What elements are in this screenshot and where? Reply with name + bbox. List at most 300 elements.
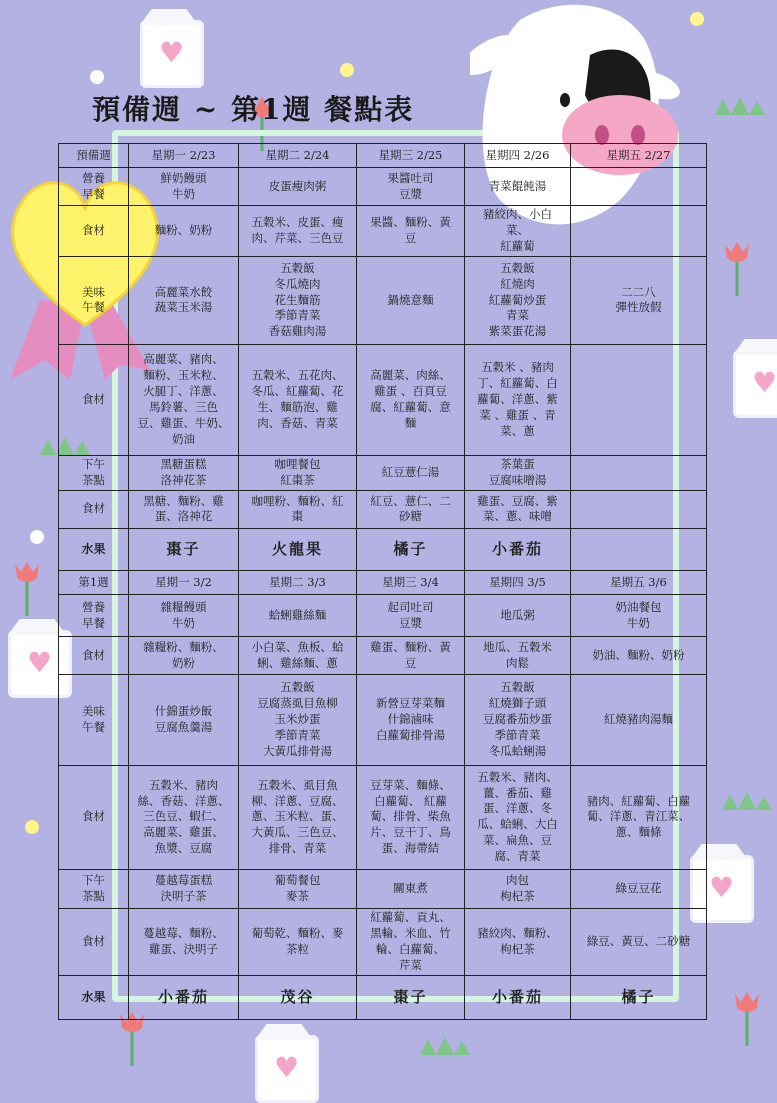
cell-line: 紅蘿蔔炒蛋: [488, 292, 547, 307]
lunch-cell: [357, 675, 465, 765]
breakfast-cell: [571, 595, 707, 637]
cell-line: 豆: [404, 655, 417, 670]
cell-line: 五穀飯: [500, 260, 535, 275]
snack-ing-row: [59, 490, 707, 528]
cell-line: 青菜: [506, 308, 529, 323]
day-header: [239, 571, 357, 595]
cell-line: 肉鬆: [506, 655, 529, 670]
cell-line: 豆腐魚羹湯: [154, 720, 213, 734]
cell-line: 大黃瓜、三色豆、: [251, 825, 344, 840]
cell-line: 營養: [82, 170, 105, 185]
lunch-ing-label: [59, 344, 129, 455]
breakfast-ing-cell: [129, 206, 239, 257]
lunch-row: [59, 675, 707, 765]
cell-line: 排骨、青菜: [268, 841, 327, 856]
cell-line: 咖哩粉、麵粉、紅: [251, 493, 344, 508]
cell-line: 黑輪、米血、竹: [370, 926, 451, 941]
cell-line: 豬肉、紅蘿蔔、白蘿: [586, 793, 691, 808]
grass-decoration: [420, 1035, 470, 1055]
fruit-cell: [129, 528, 239, 570]
cell-line: 麵粉、玉米粒、: [143, 368, 224, 383]
breakfast-ing-cell: [129, 637, 239, 675]
cell-line: 綠豆豆花: [615, 881, 662, 896]
cell-line: 紅豆、薏仁、二: [370, 493, 451, 508]
cell-line: 蛋、洛神花: [154, 509, 213, 524]
lunch-ing-cell: [571, 765, 707, 869]
cell-line: 馬鈴薯、三色: [149, 399, 218, 414]
lunch-ing-cell: [239, 344, 357, 455]
cell-line: 水果: [81, 542, 106, 557]
cell-line: 青菜餛飩湯: [488, 178, 547, 193]
cell-line: 肉包: [506, 873, 529, 888]
day-header: [357, 144, 465, 168]
lunch-cell: [571, 257, 707, 344]
cell-line: 腐、青菜: [494, 849, 541, 864]
cell-line: 蔔、洋蔥、青江菜、: [586, 809, 691, 824]
breakfast-cell: [357, 168, 465, 206]
snack-cell: [239, 455, 357, 490]
cell-line: 雞蛋、麵粉、黃: [370, 639, 451, 654]
fruit-cell: [571, 528, 707, 570]
cell-line: 黑糖、麵粉、雞: [143, 493, 224, 508]
fruit-cell: [129, 975, 239, 1019]
cell-line: 麵粉、奶粉: [154, 223, 213, 238]
day-header: [239, 144, 357, 168]
cell-line: 星期二 3/3: [269, 574, 326, 589]
cell-line: 午餐: [82, 720, 105, 734]
cell-line: 地瓜粥: [500, 607, 535, 622]
snack-ing-cell: [357, 490, 465, 528]
snack-ing-label: [59, 909, 129, 976]
cell-line: 星期三 3/4: [382, 574, 439, 589]
cell-line: 高麗菜、雞蛋、: [143, 825, 224, 840]
breakfast-cell: [239, 595, 357, 637]
cell-line: 星期一 2/23: [151, 147, 216, 162]
cell-line: 星期四 2/26: [485, 147, 550, 162]
cell-line: 食材: [82, 809, 105, 824]
cell-line: 蛋、海帶結: [381, 841, 440, 856]
breakfast-cell: [239, 168, 357, 206]
cell-line: 第1週: [78, 574, 109, 589]
cell-line: 洛神花茶: [160, 472, 207, 487]
cell-line: 食材: [82, 223, 105, 238]
cell-line: 綠豆、黃豆、二砂糖: [586, 933, 691, 948]
snack-cell: [571, 455, 707, 490]
cell-line: 五穀米、虱目魚: [257, 777, 338, 792]
breakfast-ing-cell: [571, 637, 707, 675]
cell-line: 牛奶: [172, 615, 195, 630]
cell-line: 高麗菜、豬肉、: [143, 352, 224, 367]
cell-line: 茶粒: [286, 941, 309, 956]
day-header: [571, 144, 707, 168]
fruit-cell: [239, 528, 357, 570]
cell-line: 橘子: [393, 540, 428, 559]
cell-line: 葡萄乾、麵粉、麥: [251, 926, 344, 941]
cell-line: 麵: [404, 415, 417, 430]
cell-line: 蛋、洋蔥、冬: [483, 801, 552, 816]
cell-line: 食材: [82, 501, 105, 516]
heart-icon: ♥: [27, 646, 53, 679]
snack-ing-cell: [239, 490, 357, 528]
day-header: [571, 571, 707, 595]
cell-line: 棗子: [166, 540, 201, 559]
cell-line: 棗子: [393, 988, 428, 1007]
cell-line: 豆漿: [399, 615, 422, 630]
breakfast-ing-cell: [357, 637, 465, 675]
cell-line: 豆、雞蛋、牛奶、: [137, 415, 230, 430]
fruit-cell: [571, 975, 707, 1019]
cell-line: 蔓越莓、麵粉、: [143, 926, 224, 941]
cell-line: 食材: [82, 391, 105, 406]
week-label: [59, 571, 129, 595]
breakfast-cell: [465, 168, 571, 206]
cell-line: 蔬菜玉米湯: [154, 300, 213, 315]
lunch-ing-cell: [129, 765, 239, 869]
snack-label: [59, 455, 129, 490]
fruit-cell: [357, 975, 465, 1019]
cell-line: 丁、紅蘿蔔、白: [477, 376, 558, 391]
snack-cell: [129, 869, 239, 908]
cell-line: 季節青菜: [274, 308, 321, 323]
snack-ing-cell: [129, 909, 239, 976]
cell-line: 地瓜、五穀米: [483, 639, 552, 654]
lunch-cell: [129, 675, 239, 765]
breakfast-cell: [571, 168, 707, 206]
cell-line: 五穀米、五花肉、: [251, 368, 344, 383]
cell-line: 季節青菜: [494, 727, 541, 742]
cell-line: 麥茶: [286, 889, 309, 904]
cell-line: 枸杞茶: [500, 889, 535, 904]
snack-ing-cell: [239, 909, 357, 976]
cell-line: 雜糧粉、麵粉、: [143, 639, 224, 654]
cell-line: 彈性放假: [615, 300, 662, 315]
cell-line: 魚漿、豆腐: [154, 841, 213, 856]
cell-line: 水果: [81, 990, 106, 1005]
snack-ing-row: [59, 909, 707, 976]
breakfast-ing-label: [59, 637, 129, 675]
cell-line: 花生麵筋: [274, 292, 321, 307]
cell-line: 小番茄: [491, 988, 543, 1007]
breakfast-ing-cell: [357, 206, 465, 257]
fruit-cell: [465, 975, 571, 1019]
cell-line: 蘿蔔、洋蔥、紫: [477, 391, 558, 406]
snack-row: [59, 869, 707, 908]
cell-line: 奶油餐包: [615, 599, 662, 614]
fruit-cell: [239, 975, 357, 1019]
lunch-label: [59, 675, 129, 765]
breakfast-ing-cell: [239, 637, 357, 675]
cell-line: 午餐: [82, 300, 105, 315]
cell-line: 星期五 3/6: [610, 574, 667, 589]
cell-line: 絲、香菇、洋蔥、: [137, 793, 230, 808]
lunch-row: [59, 257, 707, 344]
heart-icon: ♥: [159, 36, 185, 69]
cell-line: 紅燒豬肉湯麵: [604, 712, 673, 727]
snack-cell: [465, 455, 571, 490]
cell-line: 食材: [82, 933, 105, 948]
meal-table: [58, 143, 707, 1020]
cell-line: 營養: [82, 599, 105, 614]
snack-ing-cell: [571, 909, 707, 976]
breakfast-ing-cell: [239, 206, 357, 257]
cell-line: 白蘿蔔排骨湯: [376, 727, 445, 742]
cell-line: 茂谷: [280, 988, 315, 1007]
cell-line: 菜、蔥: [500, 423, 535, 438]
cell-line: 冬瓜、紅蘿蔔、花: [251, 383, 344, 398]
cell-line: 咖哩餐包: [274, 457, 321, 472]
cell-line: 黑糖蛋糕: [160, 457, 207, 472]
lunch-ing-cell: [129, 344, 239, 455]
tulip-decoration: [720, 240, 754, 296]
snack-row: [59, 455, 707, 490]
cell-line: 柳、洋蔥、豆腐、: [251, 793, 344, 808]
snack-ing-cell: [571, 490, 707, 528]
cell-line: 五穀米、豬肉、: [477, 769, 558, 784]
cell-line: 果醬吐司: [387, 170, 434, 185]
breakfast-cell: [129, 595, 239, 637]
cell-line: 輪、白蘿蔔、: [376, 941, 445, 956]
snack-ing-cell: [357, 909, 465, 976]
cell-line: 高麗菜水餃: [154, 284, 213, 299]
lunch-label: [59, 257, 129, 344]
dot-decoration: [340, 63, 354, 77]
cell-line: 紅燒肉: [500, 276, 535, 291]
cell-line: 蔥、玉米粒、蛋、: [251, 809, 344, 824]
cell-line: 紅豆薏仁湯: [381, 464, 440, 479]
cell-line: 茶點: [82, 472, 105, 487]
cell-line: 紫菜蛋花湯: [488, 324, 547, 339]
cell-line: 高麗菜、肉絲、: [370, 368, 451, 383]
breakfast-cell: [465, 595, 571, 637]
lunch-ing-cell: [465, 765, 571, 869]
cell-line: 三色豆、蝦仁、: [143, 809, 224, 824]
heart-icon: ♥: [709, 871, 735, 904]
snack-cell: [357, 869, 465, 908]
cell-line: 生、麵筋泡、雞: [257, 399, 338, 414]
cell-line: 紅棗茶: [280, 472, 315, 487]
page-title: 預備週 ~ 第1週 餐點表: [92, 93, 415, 126]
lunch-ing-row: [59, 344, 707, 455]
cell-line: 星期一 3/2: [155, 574, 212, 589]
day-header: [357, 571, 465, 595]
lunch-cell: [571, 675, 707, 765]
cell-line: 瓜、蛤蜊、大白: [477, 817, 558, 832]
cell-line: 葡萄餐包: [274, 873, 321, 888]
cell-line: 菜、扁魚、豆: [483, 833, 552, 848]
cell-line: 雞蛋 、百頁豆: [374, 383, 447, 398]
cell-line: 五穀飯: [500, 680, 535, 695]
cell-line: 牛奶: [627, 615, 650, 630]
dot-decoration: [690, 12, 704, 26]
heart-icon: ♥: [752, 366, 777, 399]
cell-line: 雞蛋、豆腐、紫: [477, 493, 558, 508]
cell-line: 薑、番茄、雞: [483, 785, 552, 800]
cell-line: 豆腐味噌湯: [488, 472, 547, 487]
breakfast-ing-cell: [465, 637, 571, 675]
day-header-row: [59, 144, 707, 168]
milk-carton-decoration: [255, 1035, 319, 1103]
fruit-label: [59, 528, 129, 570]
snack-cell: [571, 869, 707, 908]
snack-cell: [239, 869, 357, 908]
breakfast-ing-row: [59, 637, 707, 675]
fruit-row: [59, 975, 707, 1019]
cell-line: 星期二 2/24: [265, 147, 330, 162]
lunch-ing-cell: [357, 344, 465, 455]
snack-ing-cell: [465, 490, 571, 528]
day-header: [129, 571, 239, 595]
cell-line: 茶點: [82, 889, 105, 904]
cell-line: 肉、芹菜、三色豆: [251, 231, 344, 246]
cell-line: 菜 、雞蛋 、青: [479, 407, 556, 422]
cell-line: 奶粉: [172, 655, 195, 670]
breakfast-ing-row: [59, 206, 707, 257]
fruit-row: [59, 528, 707, 570]
breakfast-cell: [357, 595, 465, 637]
cell-line: 玉米炒蛋: [274, 712, 321, 727]
lunch-cell: [239, 675, 357, 765]
grass-decoration: [722, 790, 772, 810]
dot-decoration: [25, 820, 39, 834]
breakfast-ing-cell: [465, 206, 571, 257]
milk-carton-decoration: [733, 350, 777, 418]
cell-line: 美味: [82, 284, 105, 299]
cell-line: 蔥、麵條: [615, 825, 662, 840]
lunch-cell: [465, 257, 571, 344]
cell-line: 食材: [82, 647, 105, 662]
cell-line: 砂糖: [399, 509, 422, 524]
cell-line: 下午: [82, 873, 105, 888]
cell-line: 新營豆芽菜麵: [376, 696, 445, 711]
cell-line: 五穀飯: [280, 260, 315, 275]
breakfast-row: [59, 595, 707, 637]
cell-line: 五穀飯: [280, 680, 315, 695]
heart-icon: ♥: [274, 1051, 300, 1084]
cell-line: 星期三 2/25: [378, 147, 443, 162]
cell-line: 五穀米、豬肉: [149, 777, 218, 792]
cell-line: 五穀米、皮蛋、瘦: [251, 215, 344, 230]
day-header: [465, 571, 571, 595]
cell-line: 橘子: [621, 988, 656, 1007]
day-header: [465, 144, 571, 168]
cell-line: 果醬、麵粉、黃: [370, 215, 451, 230]
cell-line: 紅蘿蔔: [500, 239, 535, 254]
cell-line: 早餐: [82, 186, 105, 201]
lunch-cell: [239, 257, 357, 344]
cell-line: 牛奶: [172, 186, 195, 201]
lunch-ing-cell: [465, 344, 571, 455]
cell-line: 蛤蜊雞絲麵: [268, 607, 327, 622]
lunch-ing-cell: [571, 344, 707, 455]
lunch-ing-cell: [357, 765, 465, 869]
milk-carton-decoration: [140, 20, 204, 88]
cell-line: 決明子茶: [160, 889, 207, 904]
cell-line: 小番茄: [491, 540, 543, 559]
snack-ing-label: [59, 490, 129, 528]
cell-line: 菜、: [506, 223, 529, 238]
lunch-ing-label: [59, 765, 129, 869]
snack-ing-cell: [465, 909, 571, 976]
lunch-ing-cell: [239, 765, 357, 869]
cell-line: 豆漿: [399, 186, 422, 201]
week-label: [59, 144, 129, 168]
cell-line: 大黃瓜排骨湯: [263, 743, 332, 758]
cell-line: 什錦蛋炒飯: [154, 704, 213, 719]
breakfast-label: [59, 595, 129, 637]
cell-line: 冬瓜燒肉: [274, 276, 321, 291]
cell-line: 雞蛋、決明子: [149, 941, 218, 956]
cell-line: 起司吐司: [387, 599, 434, 614]
lunch-cell: [129, 257, 239, 344]
cell-line: 小白菜、魚板、蛤: [251, 639, 344, 654]
cell-line: 腐、紅蘿蔔、意: [370, 399, 451, 414]
day-header-row: [59, 571, 707, 595]
cell-line: 菜、蔥、味噌: [483, 509, 552, 524]
grass-decoration: [715, 95, 765, 115]
cell-line: 皮蛋瘦肉粥: [268, 178, 327, 193]
breakfast-ing-label: [59, 206, 129, 257]
cell-line: 美味: [82, 704, 105, 719]
cell-line: 豬絞肉、小白: [483, 207, 552, 222]
dot-decoration: [90, 70, 104, 84]
cell-line: 冬瓜蛤蜊湯: [488, 743, 547, 758]
snack-cell: [357, 455, 465, 490]
cell-line: 紅燒獅子頭: [488, 696, 547, 711]
cell-line: 蜊、雞絲麵、蔥: [257, 655, 338, 670]
cell-line: 星期五 2/27: [606, 147, 671, 162]
cell-line: 奶油、麵粉、奶粉: [592, 647, 685, 662]
cell-line: 五穀米 、豬肉: [481, 360, 554, 375]
cell-line: 香菇雞肉湯: [268, 324, 327, 339]
cell-line: 豆腐蒸虱目魚柳: [257, 696, 338, 711]
cell-line: 下午: [82, 457, 105, 472]
cell-line: 火腿丁、洋蔥、: [143, 383, 224, 398]
cell-line: 蔔、排骨、柴魚: [370, 809, 451, 824]
fruit-cell: [357, 528, 465, 570]
cell-line: 季節青菜: [274, 727, 321, 742]
cell-line: 棗: [291, 509, 304, 524]
cell-line: 豆腐番茄炒蛋: [483, 712, 552, 727]
lunch-cell: [357, 257, 465, 344]
tulip-decoration: [10, 560, 44, 616]
fruit-label: [59, 975, 129, 1019]
cell-line: 鮮奶饅頭: [160, 170, 207, 185]
cell-line: 二二八: [621, 284, 656, 299]
cell-line: 豆: [404, 231, 417, 246]
snack-cell: [129, 455, 239, 490]
snack-ing-cell: [129, 490, 239, 528]
cell-line: 紅蘿蔔、貢丸、: [370, 910, 451, 925]
cell-line: 茶葉蛋: [500, 457, 535, 472]
cell-line: 奶油: [172, 431, 195, 446]
day-header: [129, 144, 239, 168]
breakfast-ing-cell: [571, 206, 707, 257]
breakfast-row: [59, 168, 707, 206]
snack-cell: [465, 869, 571, 908]
lunch-cell: [465, 675, 571, 765]
cell-line: 豬絞肉、麵粉、: [477, 926, 558, 941]
cell-line: 預備週: [76, 147, 111, 162]
cell-line: 蔓越莓蛋糕: [154, 873, 213, 888]
breakfast-cell: [129, 168, 239, 206]
cell-line: 星期四 3/5: [489, 574, 546, 589]
cell-line: 片、豆干丁、鳥: [370, 825, 451, 840]
snack-label: [59, 869, 129, 908]
tulip-decoration: [730, 990, 764, 1046]
cell-line: 肉、香菇、青菜: [257, 415, 338, 430]
cell-line: 什錦滷味: [387, 712, 434, 727]
breakfast-label: [59, 168, 129, 206]
